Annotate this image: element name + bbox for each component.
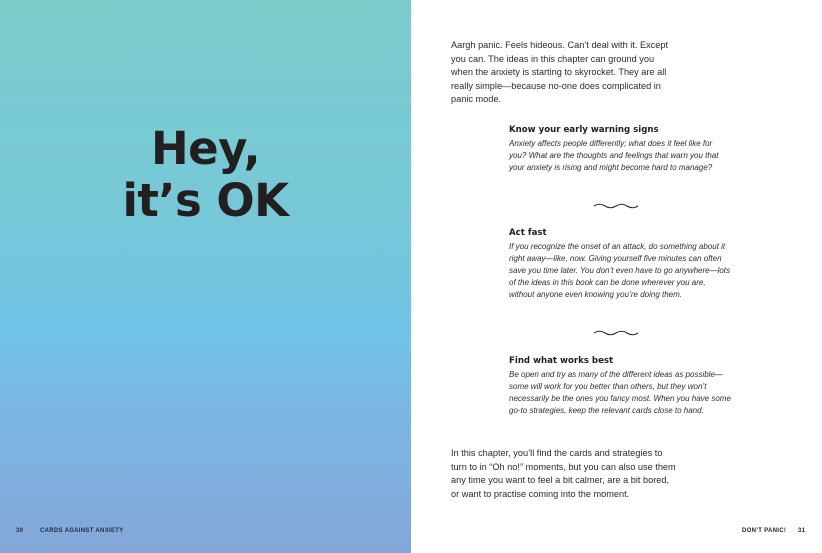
chapter-title bbox=[0, 123, 411, 227]
running-head-right: DON’T PANIC! bbox=[742, 528, 787, 534]
tip-heading: Find what works best bbox=[509, 356, 614, 366]
tip-act-fast bbox=[509, 227, 731, 301]
tip-early-warning-signs bbox=[509, 124, 731, 174]
chapter-title-line-1: Hey, bbox=[150, 122, 261, 175]
intro-paragraph: Aargh panic. Feels hideous. Can’t deal with it. Except you can. The ideas in this chapter can ground you when the anxiety is starting to skyrocket. They are all really simple—because no-one does complicated in panic mode. bbox=[451, 40, 669, 105]
tip-heading: Know your early warning signs bbox=[509, 125, 659, 135]
tip-heading: Act fast bbox=[509, 228, 547, 238]
wavy-line-icon bbox=[593, 329, 639, 337]
wavy-line-icon bbox=[593, 202, 639, 210]
tip-body: If you recognize the onset of an attack, do something about it right away—like, now. Giving yourself five minutes can often save you time later. You don’t even have to go anywhere—lots of the ideas in this book can be done wherever you are, without anyone even knowing you’re doing them. bbox=[509, 242, 731, 299]
outro-paragraph: In this chapter, you’ll find the cards and strategies to turn to in “Oh no!” moments, but you can also use them any time you want to feel a bit calmer, are a bit bored, or want to practise coming into the moment. bbox=[451, 448, 676, 499]
page-number-left: 30 bbox=[16, 528, 24, 534]
tip-body: Anxiety affects people differently; what does it feel like for you? What are the thoughts and feelings that warn you that your anxiety is rising and might become hard to manage? bbox=[509, 139, 719, 172]
chapter-title-line-2: it’s OK bbox=[122, 174, 289, 227]
tip-find-what-works bbox=[509, 355, 731, 417]
tip-body: Be open and try as many of the different ideas as possible—some will work for you better than others, but they won’t necessarily be the ones you fancy most. When you have some go-to strategies, keep the relevant cards close to hand. bbox=[509, 370, 731, 415]
page-number-right: 31 bbox=[798, 528, 806, 534]
running-head-left: CARDS AGAINST ANXIETY bbox=[40, 528, 124, 534]
